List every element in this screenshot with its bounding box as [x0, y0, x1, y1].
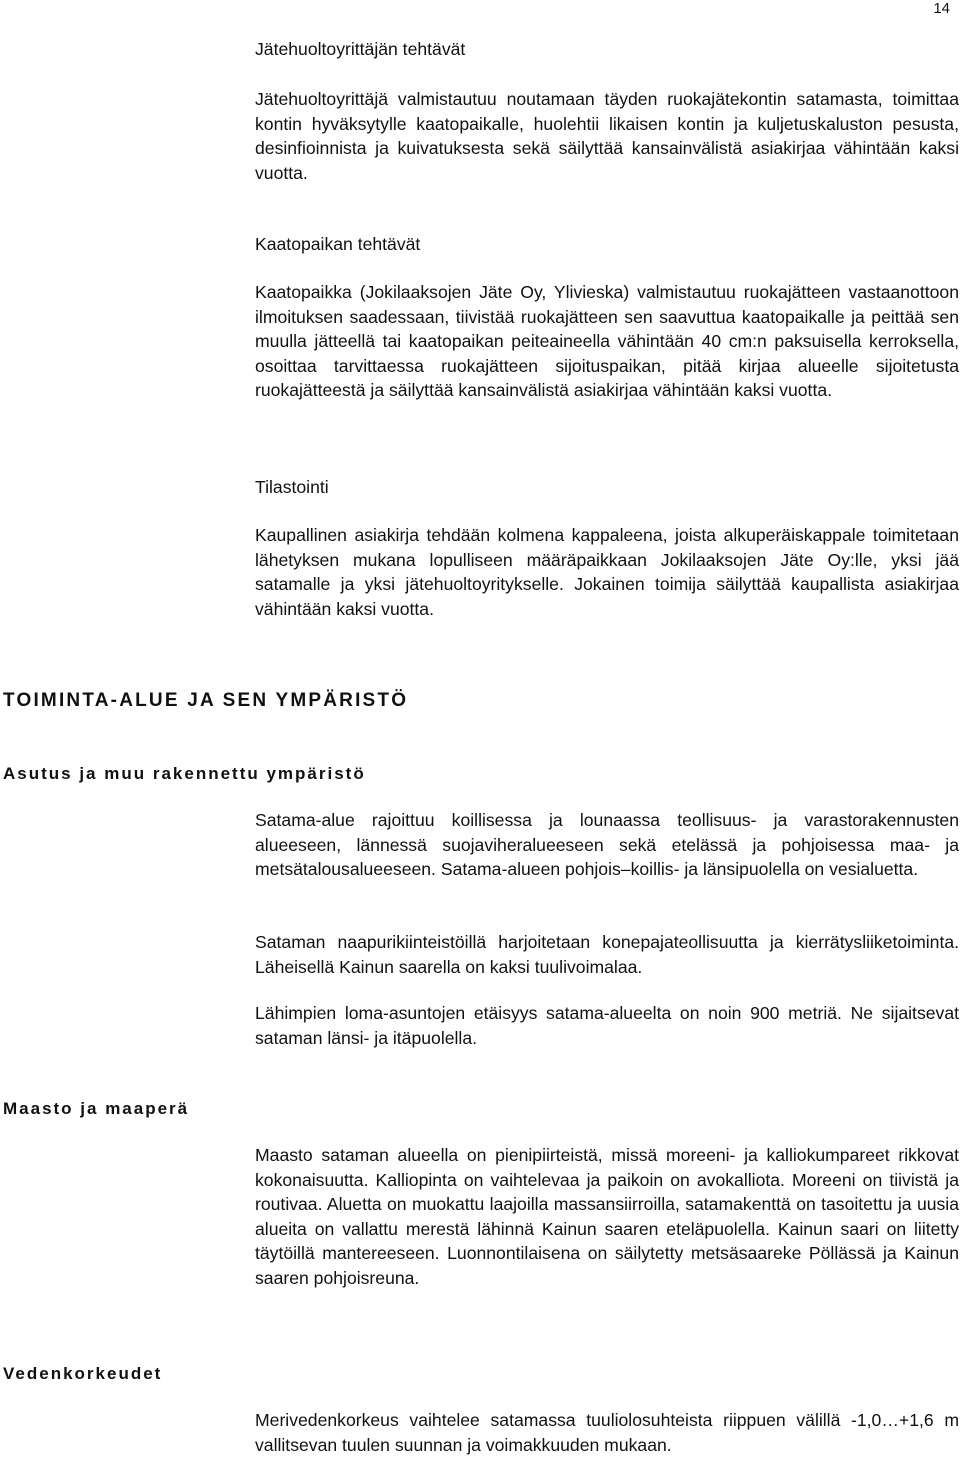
- paragraph: Lähimpien loma-asuntojen etäisyys satama-alueelta on noin 900 metriä. Ne sijaitsevat sataman länsi- ja itäpuolella.: [255, 1003, 959, 1048]
- paragraph: Sataman naapurikiinteistöillä harjoitetaan konepajateollisuutta ja kierrätysliiketoiminta. Läheisellä Kainun saarella on kaksi tuulivoimalaa.: [255, 932, 959, 977]
- heading-maasto: Maasto ja maaperä: [3, 1099, 190, 1118]
- heading-vedenkorkeudet: Vedenkorkeudet: [3, 1364, 163, 1383]
- vedenkorkeudet-text: [255, 1408, 959, 1457]
- section-title-jatehuolto: Jätehuoltoyrittäjän tehtävät: [255, 39, 466, 59]
- paragraph: Kaatopaikka (Jokilaaksojen Jäte Oy, Ylivieska) valmistautuu ruokajätteen vastaanottoon ilmoituksen saadessaan, tiivistää ruokajätteen sen saavuttua kaatopaikalle ja peittää sen muulla jätteellä tai kaatopaikan peiteaineella vähintään 40 cm:n paksuisella kerroksella, osoittaa tarvittaessa ruokajätteen sijoituspaikan, pitää kirjaa alueelle sijoitetusta ruokajätteestä ja säilyttää kansainvälistä asiakirjaa vähintään kaksi vuotta.: [255, 282, 959, 400]
- paragraph: Kaupallinen asiakirja tehdään kolmena kappaleena, joista alkuperäiskappale toimitetaan lähetyksen mukana lopulliseen määräpaikkaan Jokilaaksojen Jäte Oy:lle, yksi jää satamalle ja yksi jätehuoltoyritykselle. Jokainen toimija säilyttää kaupallista asiakirjaa vähintään kaksi vuotta.: [255, 525, 959, 619]
- section-text-kaatopaikka: [255, 280, 959, 403]
- asutus-paragraph-2: [255, 930, 959, 979]
- section-text-tilastointi: [255, 523, 959, 621]
- paragraph: Satama-alue rajoittuu koillisessa ja lounaassa teollisuus- ja varastorakennusten alueeseen, lännessä suojaviheralueeseen sekä etelässä ja pohjoisessa maa- ja metsätalousalueeseen. Satama-alueen pohjois–koillis- ja länsipuolella on vesialuetta.: [255, 810, 959, 879]
- page-number: 14: [933, 0, 950, 17]
- main-heading: TOIMINTA-ALUE JA SEN YMPÄRISTÖ: [3, 690, 409, 711]
- paragraph: Jätehuoltoyrittäjä valmistautuu noutamaan täyden ruokajätekontin satamasta, toimittaa kontin hyväksytylle kaatopaikalle, huolehtii likaisen kontin ja kuljetuskaluston pesusta, desinfioinnista ja kuivatuksesta sekä säilyttää kansainvälistä asiakirjaa vähintään kaksi vuotta.: [255, 89, 959, 183]
- paragraph: Maasto sataman alueella on pienipiirteistä, missä moreeni- ja kalliokumpareet rikkovat kokonaisuutta. Kalliopinta on vaihtelevaa ja paikoin on avokalliota. Moreeni on tiivistä ja routivaa. Aluetta on muokattu laajoilla massansiirroilla, satamakenttä on tasoitettu ja uusia alueita on vallattu merestä lähinnä Kainun saaren eteläpuolella. Kainun saari on liitetty täytöillä mantereeseen. Luonnontilaisena on säilytetty metsäsaareke Pöllässä ja Kainun saaren pohjoisreuna.: [255, 1145, 959, 1288]
- section-title-tilastointi: Tilastointi: [255, 477, 329, 497]
- section-title-kaatopaikka: Kaatopaikan tehtävät: [255, 234, 421, 254]
- asutus-paragraph-1: [255, 808, 959, 882]
- section-text-jatehuolto: [255, 87, 959, 185]
- asutus-paragraph-3: [255, 1001, 959, 1050]
- paragraph: Merivedenkorkeus vaihtelee satamassa tuuliolosuhteista riippuen välillä -1,0…+1,6 m vallitsevan tuulen suunnan ja voimakkuuden mukaan.: [255, 1410, 959, 1455]
- heading-asutus: Asutus ja muu rakennettu ympäristö: [3, 764, 366, 783]
- maasto-text: [255, 1143, 959, 1290]
